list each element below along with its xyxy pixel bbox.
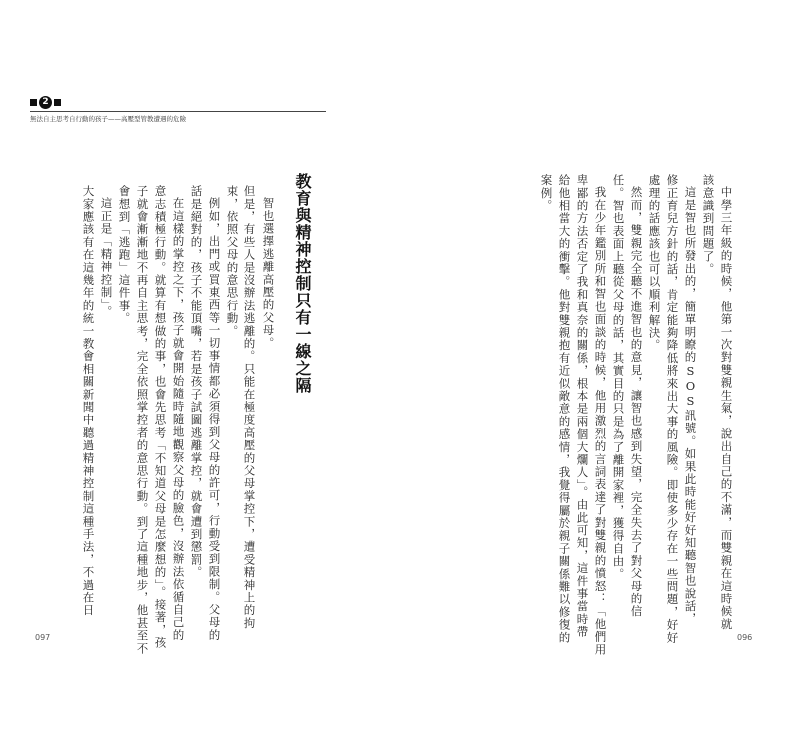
left-column-10: 這正是「精神控制」。 — [99, 197, 114, 319]
right-column-2: 該意識到問題了。 — [701, 174, 716, 276]
chapter-number: 2 — [39, 96, 52, 109]
header-rule — [30, 111, 326, 112]
right-column-7: 任。智也表面上聽從父母的話，其實目的只是為了離開家裡，獲得自由。 — [611, 174, 626, 581]
page-number-left: 097 — [35, 633, 51, 642]
right-column-10: 給他相當大的衝擊。他對雙親抱有近似敵意的感情，我覺得屬於親子關係難以修復的 — [557, 174, 572, 644]
right-column-9: 卑鄙的方法否定了我和真奈的關係，根本是兩個大爛人」。由此可知，這件事當時帶 — [575, 174, 590, 639]
right-column-5: 處理的話應該也可以順利解決。 — [647, 174, 662, 352]
right-column-1: 中學三年級的時候，他第一次對雙親生氣，說出自己的不滿，而雙親在這時候就 — [719, 186, 734, 631]
left-column-5: 話是絕對的，孩子不能頂嘴，若是孩子試圖逃離掌控，就會遭到懲罰。 — [189, 185, 204, 579]
left-column-11: 大家應該有在這幾年的統一教會相關新聞中聽過精神控制這種手法，不過在日 — [81, 185, 96, 617]
page-number-right: 096 — [737, 633, 753, 642]
right-column-4: 修正育兒方針的話，肯定能夠降低將來出大事的風險。即使多少存在一些問題，好好 — [665, 174, 680, 644]
running-title: 無法自主思考自行動的孩子——高壓型管教遭遇的危險 — [30, 115, 186, 123]
right-column-8: 我在少年鑑別所和智也面談的時候，他用激烈的言詞表達了對雙親的憤怒：「他們用 — [593, 186, 608, 656]
square-right-icon — [54, 99, 61, 106]
left-column-1: 智也選擇逃離高壓的父母。 — [261, 197, 276, 350]
left-column-7: 意志積極行動。就算有想做的事，也會先思考「不知道父母是怎麼想的」。接著，孩 — [153, 185, 168, 650]
right-column-3: 這是智也所發出的，簡單明瞭的SOS訊號。如果此時能好好知聽智也說話， — [683, 186, 698, 626]
left-column-2: 但是，有些人是沒辦法逃離的。只能在極度高壓的父母掌控下，遭受精神上的拘 — [242, 185, 257, 630]
left-column-4: 例如，出門或買東西等一切事情都必須得到父母的許可，行動受到限制。父母的 — [207, 197, 222, 642]
left-column-3: 束，依照父母的意思行動。 — [225, 185, 240, 338]
section-heading: 教育與精神控制只有一線之隔 — [293, 173, 312, 394]
square-left-icon — [30, 99, 37, 106]
left-column-6: 在這樣的掌控之下，孩子就會開始隨時隨地觀察父母的臉色，沒辦法依循自己的 — [171, 197, 186, 642]
right-column-6: 然而，雙親完全聽不進智也的意見，讓智也感到失望，完全失去了對父母的信 — [629, 186, 644, 618]
chapter-marker — [30, 96, 61, 109]
left-column-8: 子就會漸漸地不再自主思考，完全依照掌控者的意思行動。到了這種地步，他甚至不 — [135, 185, 150, 655]
right-column-11: 案例。 — [539, 174, 554, 213]
left-column-9: 會想到「逃跑」這件事。 — [117, 185, 132, 325]
